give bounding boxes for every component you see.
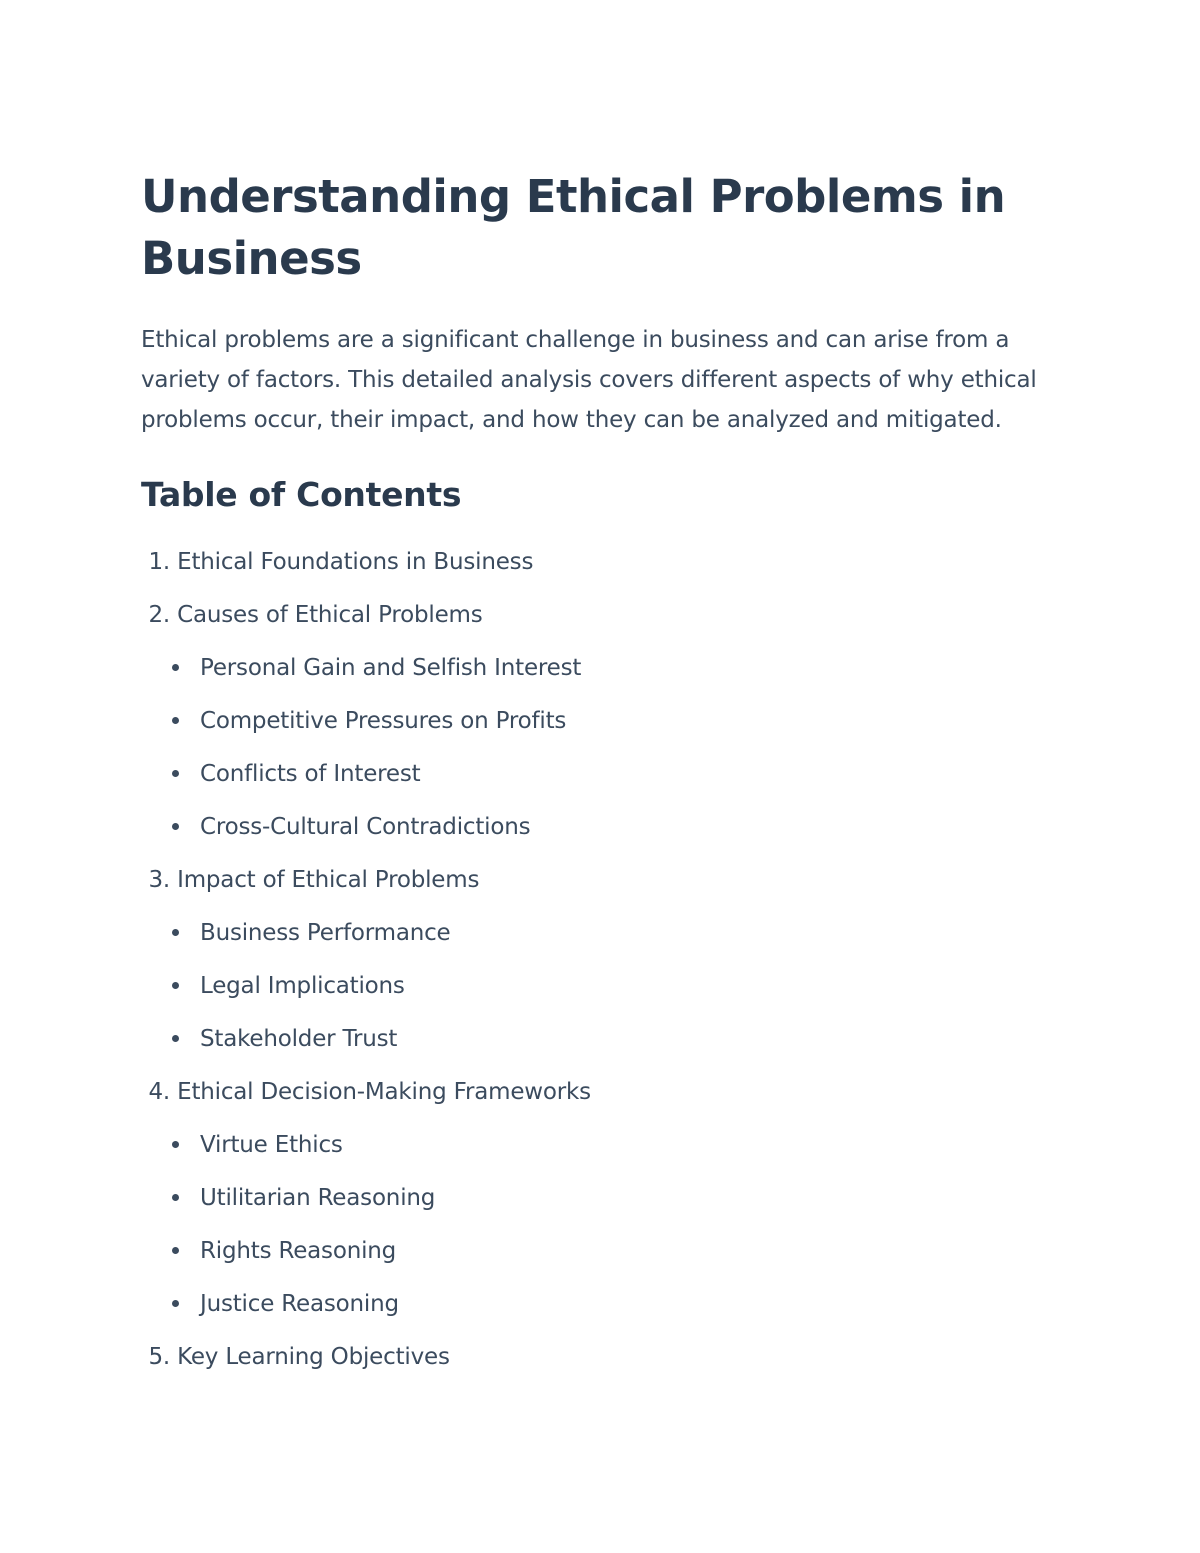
toc-subitem-label: Legal Implications (200, 972, 405, 999)
toc-subitem-label: Competitive Pressures on Profits (200, 707, 567, 734)
toc-entry (141, 1065, 1061, 1118)
toc-item (141, 588, 1061, 853)
bullet-icon (172, 717, 179, 724)
toc-number: 4. (148, 1078, 170, 1105)
toc-entry (141, 1330, 1061, 1383)
toc-subitem (141, 1224, 1061, 1277)
toc-number: 1. (148, 548, 170, 575)
document-page (141, 166, 1061, 1383)
toc-subitem-label: Justice Reasoning (200, 1290, 399, 1317)
toc-subitem-label: Personal Gain and Selfish Interest (200, 654, 582, 681)
toc-label: Ethical Decision-Making Frameworks (170, 1078, 591, 1105)
toc-label: Ethical Foundations in Business (170, 548, 534, 575)
toc-subitem (141, 1012, 1061, 1065)
toc-subitem (141, 1171, 1061, 1224)
toc-item (141, 853, 1061, 1065)
toc-subitem (141, 959, 1061, 1012)
bullet-icon (172, 1247, 179, 1254)
bullet-icon (172, 982, 179, 989)
toc-label: Key Learning Objectives (170, 1343, 450, 1370)
toc-heading: Table of Contents (141, 475, 462, 514)
toc-subitem-label: Virtue Ethics (200, 1131, 343, 1158)
bullet-icon (172, 823, 179, 830)
toc-sublist (141, 906, 1061, 1065)
bullet-icon (172, 1141, 179, 1148)
toc-subitem (141, 1277, 1061, 1330)
bullet-icon (172, 929, 179, 936)
toc-item (141, 1330, 1061, 1383)
toc-subitem-label: Cross-Cultural Contradictions (200, 813, 531, 840)
document-title: Understanding Ethical Problems in Business (141, 170, 1006, 285)
toc-sublist (141, 1118, 1061, 1330)
toc-item (141, 1065, 1061, 1330)
toc-subitem-label: Utilitarian Reasoning (200, 1184, 436, 1211)
toc-label: Impact of Ethical Problems (170, 866, 480, 893)
toc-number: 2. (148, 601, 170, 628)
toc-entry (141, 588, 1061, 641)
toc-subitem-label: Stakeholder Trust (200, 1025, 398, 1052)
toc-subitem (141, 906, 1061, 959)
bullet-icon (172, 1035, 179, 1042)
toc-entry (141, 535, 1061, 588)
toc-subitem-label: Conflicts of Interest (200, 760, 421, 787)
toc-subitem (141, 694, 1061, 747)
bullet-icon (172, 664, 179, 671)
toc-sublist (141, 641, 1061, 853)
toc-subitem (141, 641, 1061, 694)
toc-subitem (141, 747, 1061, 800)
toc-number: 5. (148, 1343, 170, 1370)
toc-label: Causes of Ethical Problems (170, 601, 483, 628)
table-of-contents (141, 535, 1061, 1383)
toc-subitem (141, 1118, 1061, 1171)
toc-entry (141, 853, 1061, 906)
toc-subitem-label: Rights Reasoning (200, 1237, 397, 1264)
bullet-icon (172, 1300, 179, 1307)
toc-subitem (141, 800, 1061, 853)
bullet-icon (172, 770, 179, 777)
toc-number: 3. (148, 866, 170, 893)
intro-paragraph: Ethical problems are a significant challenge in business and can arise from a variety of factors. This detailed analysis covers different aspects of why ethical problems occur, their impact, and how they can be analyzed and mitigated. (141, 327, 1037, 433)
toc-subitem-label: Business Performance (200, 919, 451, 946)
toc-item (141, 535, 1061, 588)
bullet-icon (172, 1194, 179, 1201)
